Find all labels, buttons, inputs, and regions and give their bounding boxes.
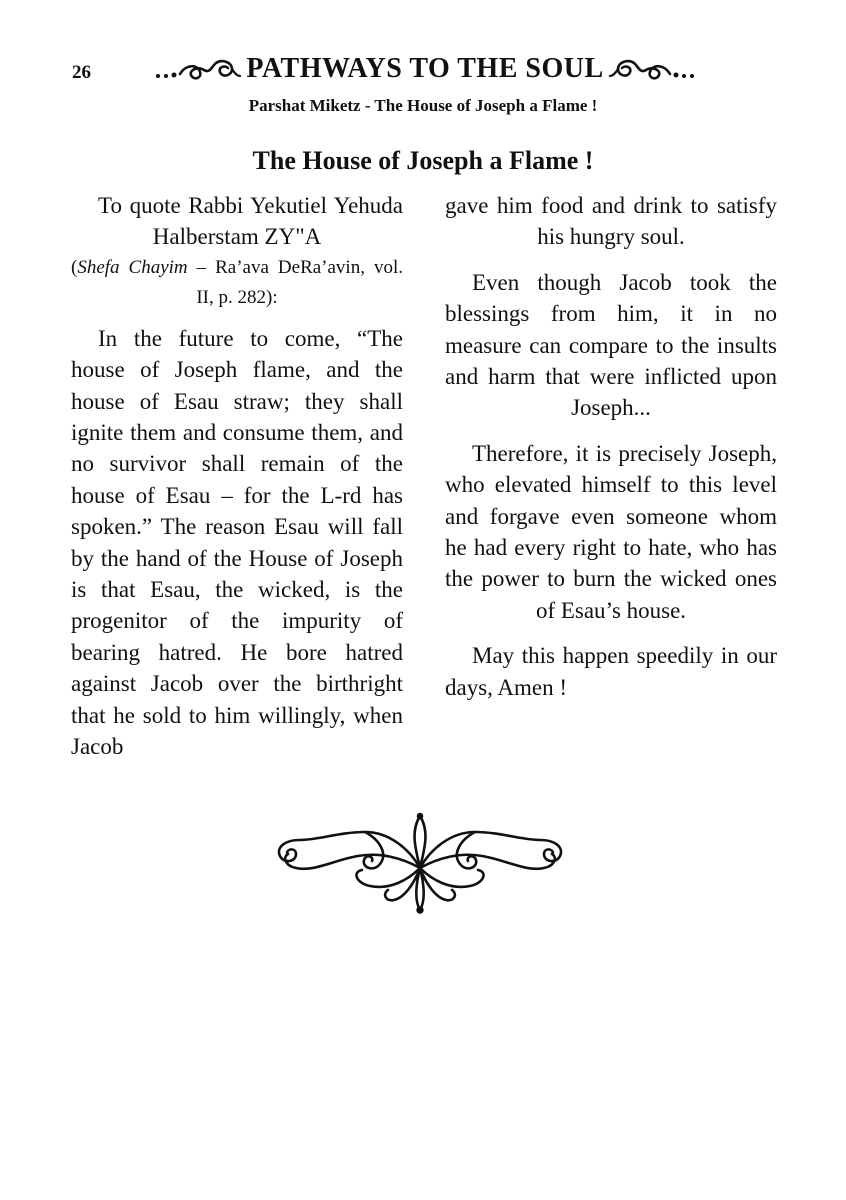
left-column	[71, 190, 403, 777]
intro-paragraph	[71, 190, 403, 253]
right-column	[445, 190, 777, 717]
running-head	[130, 48, 720, 90]
page-number: 26	[72, 62, 91, 83]
left-flourish-icon	[152, 54, 242, 84]
source-open: (	[71, 256, 78, 278]
paragraph-2: Even though Jacob took the blessings from him, it in no measure can compare to the insults and harm that were inflicted upon Joseph...	[445, 269, 777, 421]
source-work: Shefa Chayim	[77, 256, 188, 278]
paragraph-1-continued: gave him food and drink to satisfy his hungry soul.	[445, 193, 777, 250]
intro-text: To quote Rabbi Yekutiel Yehuda Halberstam ZY"A	[98, 193, 403, 250]
paragraph-4: May this happen speedily in our days, Amen !	[445, 643, 777, 700]
book-title: PATHWAYS TO THE SOUL	[246, 53, 604, 84]
parsha-subtitle: Parshat Miketz - The House of Joseph a Flame !	[248, 96, 598, 115]
right-flourish-icon	[608, 54, 698, 84]
scroll-ornament-icon	[270, 810, 570, 915]
source-rest: – Ra’ava DeRa’avin, vol. II, p. 282):	[187, 256, 403, 308]
paragraph-3: Therefore, it is precisely Joseph, who elevated himself to this level and forgave even someone whom he had every right to hate, who has the power to burn the wicked ones of Esau’s house.	[445, 440, 777, 623]
source-citation	[71, 253, 403, 313]
article-title: The House of Joseph a Flame !	[252, 146, 594, 175]
paragraph-1: In the future to come, “The house of Joseph flame, and the house of Esau straw; they shall ignite them and consume them, and no survivor shall remain of the house of Esau – for the L-rd has spoken.” The reason Esau will fall by the hand of the House of Joseph is that Esau, the wicked, is the progenitor of the impurity of bearing hatred. He bore hatred against Jacob over the birthright that he sold to him willingly, when Jacob	[71, 325, 403, 760]
